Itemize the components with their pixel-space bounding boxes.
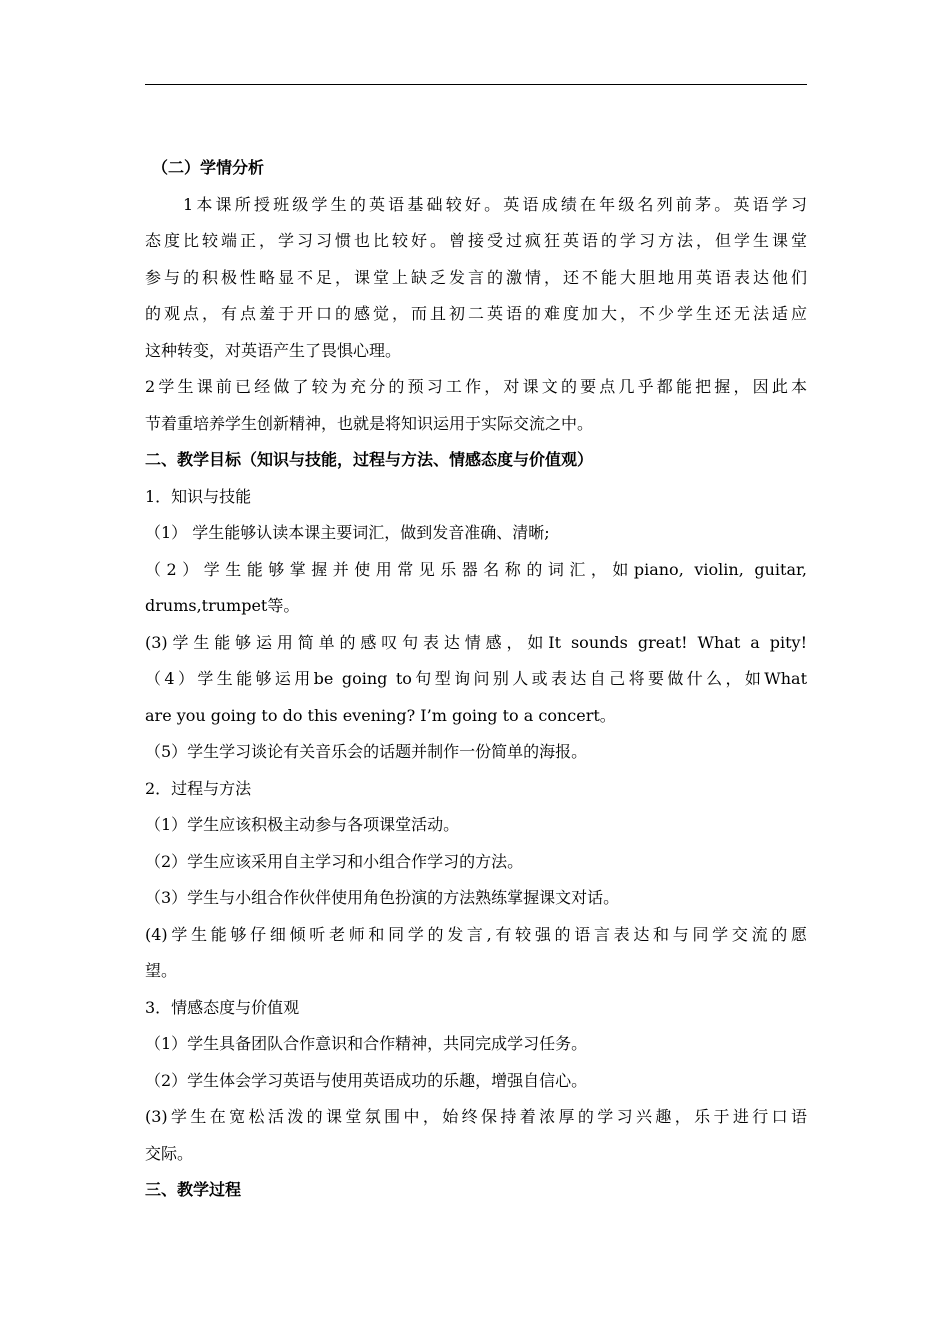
process-line-4: (4)学生能够仔细倾听老师和同学的发言,有较强的语言表达和与同学交流的愿 bbox=[145, 924, 807, 944]
process-title: 2．过程与方法 bbox=[145, 778, 252, 798]
attitude-line-1: （1）学生具备团队合作意识和合作精神，共同完成学习任务。 bbox=[145, 1034, 588, 1053]
knowledge-line-7: （5）学生学习谈论有关音乐会的话题并制作一份简单的海报。 bbox=[145, 742, 588, 761]
analysis-line-6: 2学生课前已经做了较为充分的预习工作，对课文的要点几乎都能把握，因此本 bbox=[145, 377, 807, 396]
knowledge-line-6: are you going to do this evening? I’m going to a concert。 bbox=[145, 705, 616, 725]
process-line-5: 望。 bbox=[145, 961, 178, 980]
attitude-line-4: 交际。 bbox=[145, 1143, 194, 1163]
process-line-3: （3）学生与小组合作伙伴使用角色扮演的方法熟练掌握课文对话。 bbox=[145, 888, 620, 907]
knowledge-line-5: （4）学生能够运用be going to句型询问别人或表达自己将要做什么，如What bbox=[145, 669, 807, 688]
analysis-line-5: 这种转变，对英语产生了畏惧心理。 bbox=[145, 340, 402, 360]
process-line-1: （1）学生应该积极主动参与各项课堂活动。 bbox=[145, 815, 460, 834]
objectives-title: 二、教学目标（知识与技能，过程与方法、情感态度与价值观） bbox=[145, 450, 594, 469]
analysis-line-2: 态度比较端正，学习习惯也比较好。曾接受过疯狂英语的学习方法，但学生课堂 bbox=[145, 231, 807, 250]
header-rule bbox=[145, 84, 807, 85]
knowledge-line-4: (3)学生能够运用简单的感叹句表达情感，如It sounds great! What a pity! bbox=[145, 632, 807, 652]
knowledge-title: 1．知识与技能 bbox=[145, 486, 252, 506]
document-body bbox=[145, 150, 807, 1209]
process-line-2: （2）学生应该采用自主学习和小组合作学习的方法。 bbox=[145, 851, 524, 871]
knowledge-line-2: （2）学生能够掌握并使用常见乐器名称的词汇，如piano, violin, guitar, bbox=[145, 559, 807, 579]
analysis-line-7: 节着重培养学生创新精神，也就是将知识运用于实际交流之中。 bbox=[145, 413, 594, 433]
teaching-process-title: 三、教学过程 bbox=[145, 1180, 242, 1199]
analysis-line-3: 参与的积极性略显不足，课堂上缺乏发言的激情，还不能大胆地用英语表达他们 bbox=[145, 267, 807, 287]
knowledge-line-3: drums,trumpet等。 bbox=[145, 596, 300, 615]
attitude-line-3: (3)学生在宽松活泼的课堂氛围中，始终保持着浓厚的学习兴趣，乐于进行口语 bbox=[145, 1107, 807, 1126]
attitude-title: 3．情感态度与价值观 bbox=[145, 997, 300, 1017]
attitude-line-2: （2）学生体会学习英语与使用英语成功的乐趣，增强自信心。 bbox=[145, 1070, 588, 1090]
section-2-title: （二）学情分析 bbox=[152, 158, 265, 177]
knowledge-line-1: （1） 学生能够认读本课主要词汇，做到发音准确、清晰; bbox=[145, 523, 550, 542]
analysis-line-1: 1本课所授班级学生的英语基础较好。英语成绩在年级名列前茅。英语学习 bbox=[183, 194, 807, 214]
analysis-line-4: 的观点，有点羞于开口的感觉，而且初二英语的难度加大，不少学生还无法适应 bbox=[145, 304, 807, 323]
